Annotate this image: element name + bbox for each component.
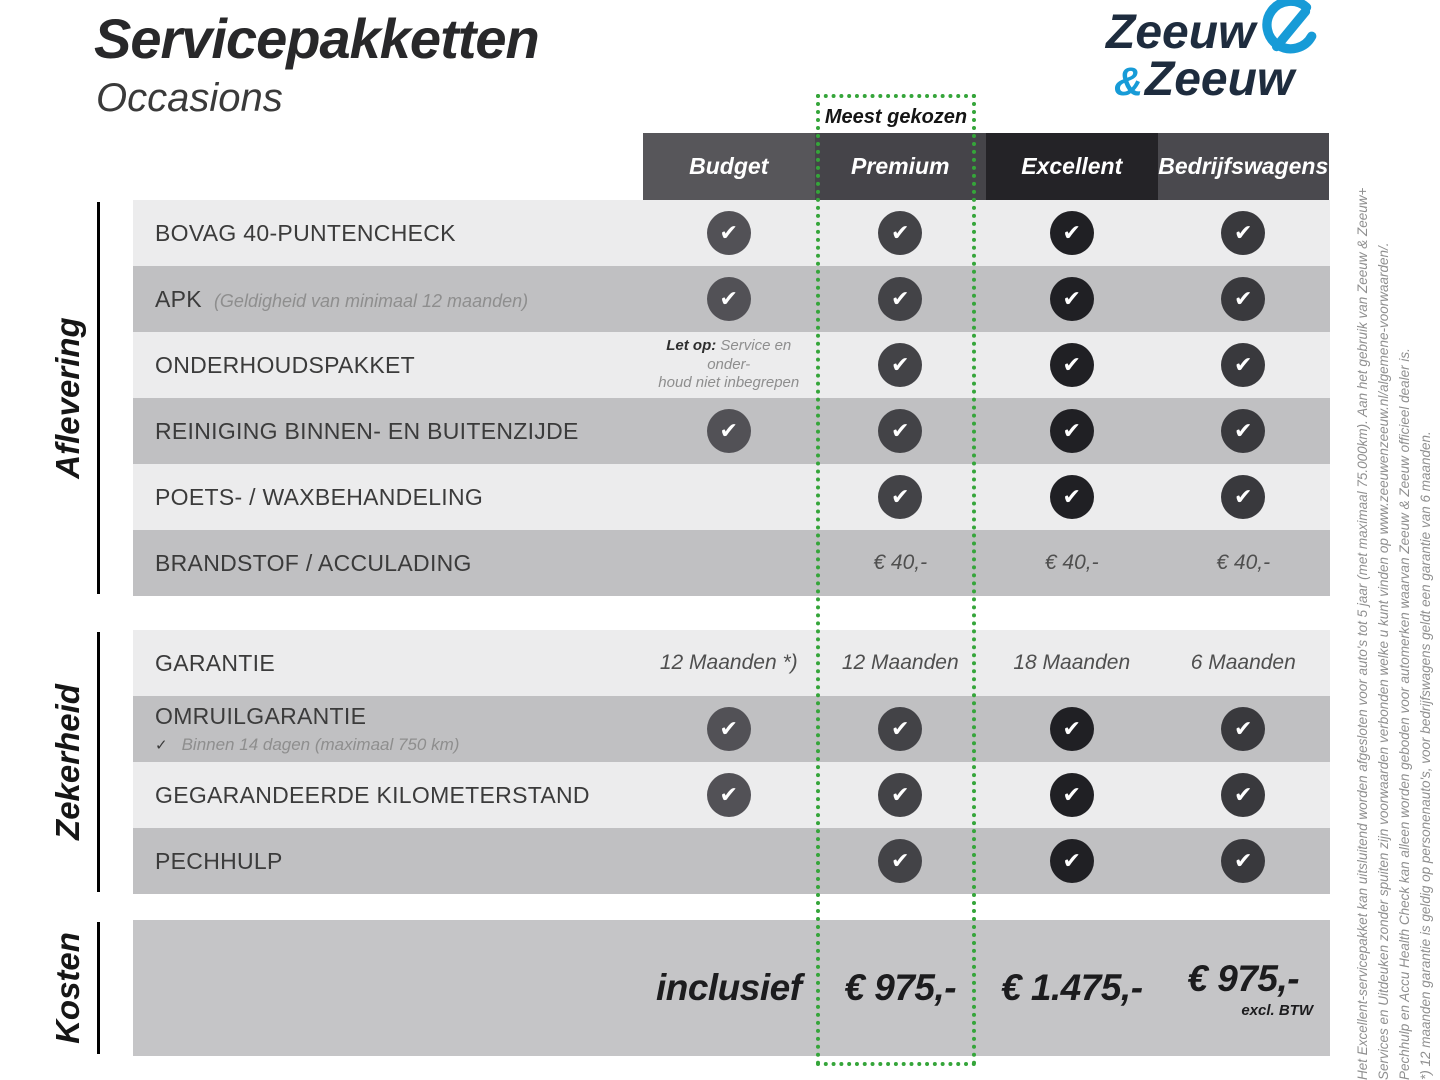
cell-bedrijfswagens	[1158, 762, 1330, 828]
check-icon: ✔	[1221, 409, 1265, 453]
cell-excellent	[986, 200, 1158, 266]
logo-ampersand: &	[1114, 60, 1143, 104]
footnote-line: Services en Uitdeuken zonder spuiten zijn voorwaarden verbonden welke u kunt vinden op www.zeeuwenzeeuw.nl/algemene-voorwaarden/.	[1376, 242, 1391, 1080]
cell-value: 18 Maanden	[1013, 651, 1131, 674]
cell-budget	[643, 200, 815, 266]
check-icon: ✔	[878, 277, 922, 321]
row-label	[133, 762, 643, 828]
cell-bedrijfswagens	[1158, 828, 1330, 894]
check-icon: ✔	[707, 277, 751, 321]
cell-premium	[815, 200, 987, 266]
table-row	[133, 464, 1330, 530]
cell-excellent	[986, 530, 1158, 596]
footnote-line: Het Excellent-servicepakket kan uitsluitend worden afgesloten voor auto's tot 5 jaar (met maximaal 75.000km). Aan het gebruik van Zeeuw & Zeeuw+	[1355, 187, 1370, 1080]
check-icon: ✔	[878, 409, 922, 453]
check-icon: ✔	[878, 343, 922, 387]
group-label-kosten: Kosten	[49, 932, 86, 1044]
row-subnote	[155, 735, 643, 755]
row-label	[133, 696, 643, 762]
check-icon: ✔	[878, 475, 922, 519]
cell-excellent	[986, 630, 1158, 696]
cell-bedrijfswagens	[1158, 464, 1330, 530]
row-title: POETS- / WAXBEHANDELING	[155, 483, 484, 510]
column-headers	[643, 133, 1330, 200]
row-title: PECHHULP	[155, 847, 283, 874]
cell-value: € 40,-	[873, 551, 928, 574]
table-row	[133, 920, 1330, 1056]
row-label	[133, 920, 643, 1056]
legal-footnotes	[1352, 130, 1436, 1080]
service-packages-table	[49, 133, 1330, 1056]
row-label	[133, 630, 643, 696]
cell-bedrijfswagens	[1158, 920, 1330, 1056]
row-label	[133, 200, 643, 266]
table-sections	[49, 200, 1330, 1056]
check-icon: ✔	[1050, 773, 1094, 817]
cell-value: 6 Maanden	[1190, 651, 1296, 674]
cell-bedrijfswagens	[1158, 530, 1330, 596]
cell-premium	[815, 762, 987, 828]
row-title: OMRUILGARANTIE	[155, 703, 367, 729]
cell-bedrijfswagens	[1158, 332, 1330, 398]
row-title: REINIGING BINNEN- EN BUITENZIJDE	[155, 417, 579, 444]
check-icon: ✔	[1221, 839, 1265, 883]
check-icon: ✔	[707, 409, 751, 453]
row-label	[133, 464, 643, 530]
row-title: GARANTIE	[155, 649, 275, 676]
cell-bedrijfswagens	[1158, 200, 1330, 266]
row-subnote-text: Binnen 14 dagen (maximaal 750 km)	[181, 735, 460, 754]
z-swoosh-icon	[1259, 0, 1321, 60]
page-subtitle: Occasions	[96, 76, 283, 120]
cell-value: € 40,-	[1044, 551, 1099, 574]
row-label	[133, 398, 643, 464]
cell-budget	[643, 920, 815, 1056]
check-icon: ✔	[1221, 277, 1265, 321]
check-icon: ✔	[1050, 277, 1094, 321]
cell-budget	[643, 630, 815, 696]
price-value: € 1.475,-	[1000, 967, 1143, 1008]
row-subtitle: (Geldigheid van minimaal 12 maanden)	[213, 290, 529, 311]
section-zekerheid	[49, 630, 1330, 894]
cell-excellent	[986, 464, 1158, 530]
section-aflevering	[49, 200, 1330, 596]
cell-premium	[815, 266, 987, 332]
row-title: APK	[155, 285, 202, 312]
cell-excellent	[986, 762, 1158, 828]
cell-excellent	[986, 920, 1158, 1056]
check-icon: ✔	[1221, 707, 1265, 751]
cell-budget	[643, 696, 815, 762]
table-row	[133, 696, 1330, 762]
cell-budget	[643, 464, 815, 530]
cell-bedrijfswagens	[1158, 398, 1330, 464]
check-icon: ✔	[1050, 707, 1094, 751]
check-icon: ✔	[878, 839, 922, 883]
page-title: Servicepakketten	[94, 7, 539, 70]
section-kosten	[49, 920, 1330, 1056]
cell-budget	[643, 828, 815, 894]
cell-excellent	[986, 398, 1158, 464]
check-icon: ✔	[1050, 409, 1094, 453]
price-value: € 975,-	[1187, 957, 1300, 999]
cell-excellent	[986, 332, 1158, 398]
table-row	[133, 828, 1330, 894]
column-header-bedrijfswagens: Bedrijfswagens	[1158, 133, 1330, 200]
small-check-icon: ✓	[155, 736, 168, 754]
group-label-aflevering: Aflevering	[49, 317, 86, 479]
footnote-line: *) 12 maanden garantie is geldig op personenauto's, voor bedrijfswagens geldt een garantie van 6 maanden.	[1418, 431, 1433, 1080]
column-header-premium: Premium	[815, 133, 987, 200]
price-value: inclusief	[655, 967, 802, 1008]
cell-budget	[643, 266, 815, 332]
check-icon: ✔	[1221, 475, 1265, 519]
check-icon: ✔	[878, 773, 922, 817]
column-header-budget: Budget	[643, 133, 815, 200]
cell-premium	[815, 920, 987, 1056]
cell-bedrijfswagens	[1158, 696, 1330, 762]
cell-premium	[815, 530, 987, 596]
group-divider-line	[97, 922, 100, 1054]
cell-premium	[815, 630, 987, 696]
row-title: BOVAG 40-PUNTENCHECK	[155, 219, 456, 246]
table-row	[133, 200, 1330, 266]
check-icon: ✔	[707, 707, 751, 751]
row-title: ONDERHOUDSPAKKET	[155, 351, 415, 378]
group-divider-line	[97, 632, 100, 892]
cell-value: 12 Maanden	[841, 651, 959, 674]
check-icon: ✔	[1221, 773, 1265, 817]
cell-premium	[815, 398, 987, 464]
cell-excellent	[986, 266, 1158, 332]
price-sub-note: excl. BTW	[1241, 1001, 1313, 1019]
price-value: € 975,-	[844, 967, 957, 1008]
zeeuw-en-zeeuw-logo	[1106, 6, 1321, 104]
table-row	[133, 530, 1330, 596]
table-row	[133, 762, 1330, 828]
cell-bedrijfswagens	[1158, 630, 1330, 696]
check-icon: ✔	[1050, 475, 1094, 519]
check-icon: ✔	[1050, 839, 1094, 883]
check-icon: ✔	[707, 211, 751, 255]
cell-excellent	[986, 828, 1158, 894]
table-row	[133, 630, 1330, 696]
cell-budget	[643, 332, 815, 398]
logo-word-1: Zeeuw	[1106, 6, 1256, 59]
cell-value: € 40,-	[1216, 551, 1271, 574]
group-divider-line	[97, 202, 100, 594]
check-icon: ✔	[878, 211, 922, 255]
row-title: GEGARANDEERDE KILOMETERSTAND	[155, 781, 590, 808]
table-row	[133, 266, 1330, 332]
cell-premium	[815, 464, 987, 530]
logo-word-2: Zeeuw	[1144, 53, 1295, 106]
check-icon: ✔	[707, 773, 751, 817]
cell-budget	[643, 398, 815, 464]
check-icon: ✔	[1221, 211, 1265, 255]
table-row	[133, 332, 1330, 398]
cell-excellent	[986, 696, 1158, 762]
cell-budget	[643, 530, 815, 596]
cell-premium	[815, 696, 987, 762]
check-icon: ✔	[1221, 343, 1265, 387]
check-icon: ✔	[1050, 211, 1094, 255]
check-icon: ✔	[1050, 343, 1094, 387]
group-label-zekerheid: Zekerheid	[49, 684, 86, 840]
cell-budget	[643, 762, 815, 828]
cell-premium	[815, 332, 987, 398]
cell-value: 12 Maanden *)	[659, 651, 798, 674]
column-header-excellent: Excellent	[986, 133, 1158, 200]
row-label	[133, 266, 643, 332]
row-label	[133, 530, 643, 596]
row-label	[133, 828, 643, 894]
table-row	[133, 398, 1330, 464]
most-chosen-label: Meest gekozen	[824, 106, 968, 128]
check-icon: ✔	[878, 707, 922, 751]
cell-note: Let op: Service en onder- houd niet inbegrepen	[658, 336, 800, 392]
cell-premium	[815, 828, 987, 894]
row-title: BRANDSTOF / ACCULADING	[155, 549, 472, 576]
row-label	[133, 332, 643, 398]
footnote-line: Pechhulp en Accu Health Check kan alleen worden geboden voor automerken waarvan Zeeuw & Zeeuw officieel dealer is.	[1397, 348, 1412, 1080]
cell-bedrijfswagens	[1158, 266, 1330, 332]
